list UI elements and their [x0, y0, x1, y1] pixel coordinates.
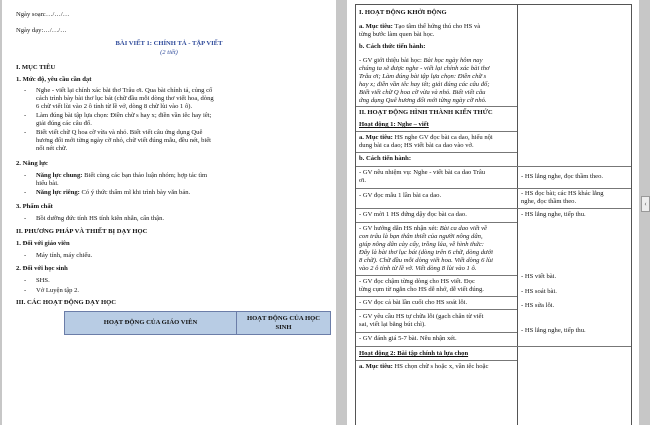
column-divider — [517, 5, 518, 425]
row-divider — [356, 152, 517, 153]
hs-soat-bai: - HS soát bài. — [521, 288, 557, 295]
hs-response-2-line2: nghe, đọc thầm theo. — [521, 198, 577, 205]
hd1-muc-tieu-line2: dung bài ca dao; HS viết bài ca dao vào vở. — [359, 142, 474, 149]
ngay-day: Ngày dạy:…/…/… — [16, 27, 67, 34]
section-hoat-dong: III. CÁC HOẠT ĐỘNG DẠY HỌC — [16, 299, 117, 306]
gv-task-line2: ơi. — [359, 177, 366, 184]
hs-response-1: - HS lắng nghe, đọc thầm theo. — [521, 173, 604, 180]
pham-chat-item: Bồi dưỡng đức tính HS tính kiên nhẫn, cẩn thận. — [36, 215, 165, 222]
gv-huong-dan-line1: - GV hướng dẫn HS nhận xét: Bài ca dao viết về — [359, 225, 487, 232]
nang-luc-rieng: Năng lực riêng: Có ý thức thẩm mĩ khi trình bày văn bản. — [36, 189, 191, 196]
obj3-line1: Biết viết chữ Q hoa cỡ vừa và nhỏ. Biết viết câu ứng dụng Quê — [36, 129, 203, 136]
hs-item-2: Vở Luyện tập 2. — [36, 287, 80, 294]
gv-doc-cham-line1: - GV đọc chậm từng dòng cho HS viết. Đọc — [359, 278, 475, 285]
row-divider — [356, 106, 517, 107]
kd-line1: - GV giới thiệu bài học: Bài học ngày hôm nay — [359, 57, 483, 64]
row-divider — [356, 208, 631, 209]
bullet-icon: - — [24, 215, 27, 222]
kd-line6: ứng dụng Quê hương đổi mới từng ngày cỡ nhỏ. — [359, 97, 487, 104]
gv-task-line1: - GV nêu nhiệm vụ: Nghe - viết bài ca dao Trâu — [359, 169, 486, 176]
th-giao-vien: HOẠT ĐỘNG CỦA GIÁO VIÊN — [65, 312, 237, 334]
nang-luc-chung-line2: hiểu bài. — [36, 180, 59, 187]
gv-chua-loi-line2: sai, viết lại bằng bút chì). — [359, 321, 426, 328]
hs-sua-loi: - HS sửa lỗi. — [521, 302, 555, 309]
hs-item-1: SHS. — [36, 277, 50, 284]
obj3-line3: nối nét chữ. — [36, 145, 68, 152]
section-muc-tieu: I. MỤC TIÊU — [16, 64, 56, 71]
row-divider — [356, 332, 517, 333]
hs-viet-bai: - HS viết bài. — [521, 273, 557, 280]
obj1-line2: cách trình bày bài thơ lục bát (chữ đầu mỗi dòng thơ viết hoa, dòng — [36, 95, 214, 102]
row-divider — [356, 346, 631, 347]
row-divider — [356, 188, 631, 189]
row-divider — [356, 166, 631, 167]
hs-response-3: - HS lắng nghe, tiếp thu. — [521, 211, 586, 218]
gv-doc-mau: - GV đọc mẫu 1 lần bài ca dao. — [359, 192, 442, 199]
section-muc-do: 1. Mức độ, yêu cầu cần đạt — [16, 76, 92, 83]
lesson-title: BÀI VIẾT 1: CHÍNH TẢ - TẬP VIẾT — [115, 40, 223, 47]
activity-table — [355, 4, 632, 425]
row-divider — [356, 296, 517, 297]
right-page — [347, 0, 639, 425]
nang-luc-chung: Năng lực chung: Biết cùng các bạn thảo luận nhóm; hợp tác tìm — [36, 172, 208, 179]
bullet-icon: - — [24, 172, 27, 179]
kd-muc-tieu-line2: từng bước làm quen bài học. — [359, 31, 435, 38]
bullet-icon: - — [24, 129, 27, 136]
hd1-cach-tien-hanh: b. Cách tiến hành: — [359, 155, 412, 162]
hinh-thanh-heading: II. HOẠT ĐỘNG HÌNH THÀNH KIẾN THỨC — [359, 109, 493, 116]
gv-chua-loi-line1: - GV yêu cầu HS tự chữa lỗi (gạch chân từ viết — [359, 313, 484, 320]
obj2-line1: Làm đúng bài tập lựa chọn: Điền chữ s hay x; điền vần iêc hay iêt; — [36, 112, 212, 119]
gv-danh-gia: - GV đánh giá 5-7 bài. Nêu nhận xét. — [359, 335, 457, 342]
row-divider — [356, 222, 517, 223]
gv-item: Máy tính, máy chiếu. — [36, 252, 93, 259]
kd-line5: Biết viết chữ Q hoa cỡ vừa và nhỏ. Biết viết câu — [359, 89, 486, 96]
obj2-line2: giải đúng các câu đố. — [36, 120, 92, 127]
hoat-dong-1: Hoạt động 1: Nghe – viết — [359, 121, 429, 128]
row-divider — [356, 309, 517, 310]
gv-huong-dan-line3: giúp nông dân cày cấy, trồng lúa, về hình thức: — [359, 241, 485, 248]
gv-huong-dan-line5: 8 chữ). Chữ đầu mỗi dòng viết hoa. Viết dòng 6 lùi — [359, 257, 493, 264]
section-nang-luc: 2. Năng lực — [16, 160, 48, 167]
hd2-muc-tieu: a. Mục tiêu: HS chọn chữ s hoặc x, vần iêc hoặc — [359, 363, 489, 370]
activity-table-header — [64, 311, 331, 335]
section-giao-vien: 1. Đối với giáo viên — [16, 240, 70, 247]
bullet-icon: - — [24, 287, 27, 294]
gv-huong-dan-line4: Đây là bài thơ lục bát (dòng trên 6 chữ, dòng dưới — [359, 249, 494, 256]
kd-cach-thuc: b. Cách thức tiến hành: — [359, 43, 426, 50]
row-divider — [356, 360, 517, 361]
khoi-dong-heading: I. HOẠT ĐỘNG KHỞI ĐỘNG — [359, 9, 447, 16]
bullet-icon: - — [24, 252, 27, 259]
obj3-line2: hương đổi mới từng ngày cỡ nhỏ, chữ viết đúng mẫu, đều nét, biết — [36, 137, 212, 144]
obj1-line3: 6 chữ viết lùi vào 2 ô tính từ lề vở, dòng 8 chữ lùi vào 1 ô). — [36, 103, 193, 110]
hs-response-2-line1: - HS đọc bài; các HS khác lắng — [521, 190, 604, 197]
bullet-icon: - — [24, 112, 27, 119]
hs-response-final: - HS lắng nghe, tiếp thu. — [521, 327, 586, 334]
ngay-soan: Ngày soạn:…/…/… — [16, 11, 70, 18]
left-page — [2, 0, 336, 425]
lesson-subtitle: (2 tiết) — [160, 49, 178, 56]
row-divider — [356, 275, 517, 276]
kd-muc-tieu: a. Mục tiêu: Tạo tâm thế hứng thú cho HS và — [359, 23, 481, 30]
obj1-line1: Nghe - viết lại chính xác bài thơ Trâu ơi. Qua bài chính tả, củng cố — [36, 87, 213, 94]
bullet-icon: - — [24, 277, 27, 284]
bullet-icon: - — [24, 87, 27, 94]
gv-doc-lan-cuoi: - GV đọc cả bài lần cuối cho HS soát lỗi. — [359, 299, 468, 306]
section-pham-chat: 3. Phẩm chất — [16, 203, 53, 210]
kd-line3: Trâu ơi; Làm đúng bài tập lựa chọn: Điền chữ s — [359, 73, 487, 80]
section-hoc-sinh: 2. Đối với học sinh — [16, 265, 68, 272]
gv-doc-cham-line2: từng cụm từ ngắn cho HS dễ nhớ, dễ viết đúng. — [359, 286, 484, 293]
th-hoc-sinh: HOẠT ĐỘNG CỦA HỌC SINH — [247, 315, 320, 331]
hd1-muc-tieu: a. Mục tiêu: HS nghe GV đọc bài ca dao, hiểu nội — [359, 134, 493, 141]
gv-huong-dan-line2: con trâu là bạn thân thiết của người nông dân, — [359, 233, 483, 240]
bullet-icon: - — [24, 189, 27, 196]
section-phuong-phap: II. PHƯƠNG PHÁP VÀ THIẾT BỊ DẠY HỌC — [16, 228, 148, 235]
row-divider — [356, 131, 517, 132]
gv-moi-hs: - GV mời 1 HS đứng dậy đọc bài ca dao. — [359, 211, 467, 218]
kd-line4: hay x; điền vần iêc hay iêt; giải đúng các câu đố; — [359, 81, 490, 88]
scroll-right-arrow-icon[interactable]: ‹ — [641, 196, 650, 212]
hoat-dong-2: Hoạt động 2: Bài tập chính tả lựa chọn — [359, 350, 469, 357]
gv-huong-dan-line6: vào 2 ô tính từ lề vở. Viết dòng 8 lùi vào 1 ô. — [359, 265, 477, 272]
kd-line2: chúng ta sẽ được nghe - viết lại chính xác bài thơ — [359, 65, 490, 72]
